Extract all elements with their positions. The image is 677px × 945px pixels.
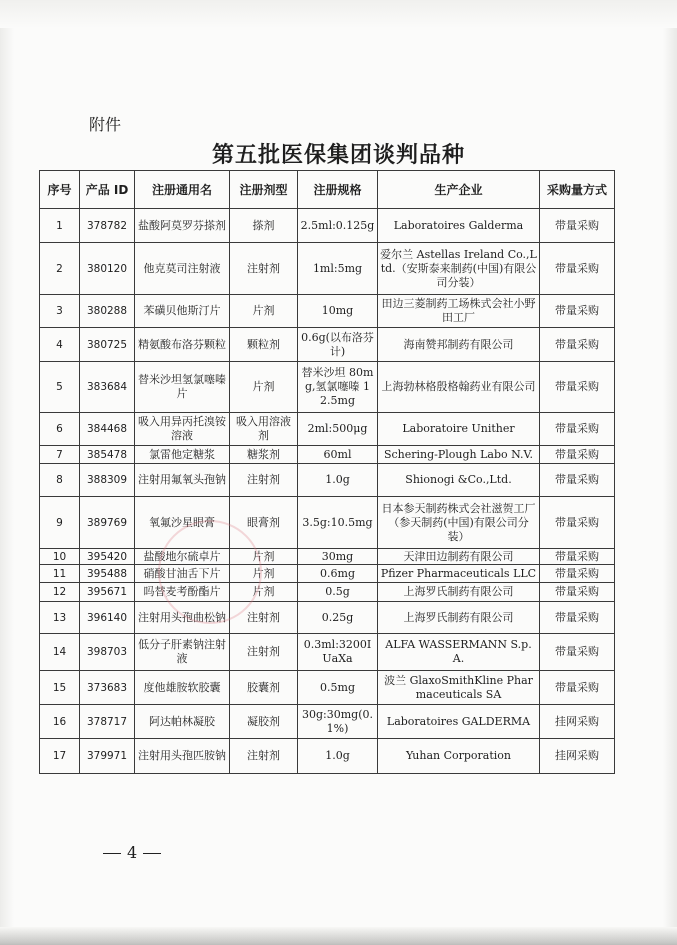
cell-id: 380288 (80, 295, 135, 328)
cell-method: 带量采购 (540, 549, 615, 565)
cell-spec: 替米沙坦 80mg,氢氯噻嗪 12.5mg (298, 362, 378, 413)
cell-form: 注射剂 (230, 634, 298, 671)
cell-spec: 2ml:500μg (298, 413, 378, 446)
cell-name: 盐酸地尔硫卓片 (135, 549, 230, 565)
cell-spec: 0.6mg (298, 565, 378, 583)
cell-method: 挂网采购 (540, 705, 615, 739)
table-row (40, 497, 615, 549)
cell-maker: ALFA WASSERMANN S.p.A. (378, 634, 540, 671)
cell-method: 带量采购 (540, 295, 615, 328)
column-header-seq: 序号 (40, 171, 80, 209)
cell-maker: 日本参天制药株式会社滋贺工厂（参天制药(中国)有限公司分装） (378, 497, 540, 549)
cell-spec: 10mg (298, 295, 378, 328)
cell-spec: 0.6g(以布洛芬计) (298, 328, 378, 362)
footer-dash-right (143, 853, 161, 854)
table-row (40, 413, 615, 446)
cell-method: 带量采购 (540, 602, 615, 634)
cell-spec: 0.5mg (298, 671, 378, 705)
table-row (40, 705, 615, 739)
cell-name: 度他雄胺软胶囊 (135, 671, 230, 705)
cell-method: 带量采购 (540, 209, 615, 243)
cell-form: 搽剂 (230, 209, 298, 243)
column-header-form: 注册剂型 (230, 171, 298, 209)
cell-seq: 2 (40, 243, 80, 295)
cell-id: 378717 (80, 705, 135, 739)
cell-id: 380725 (80, 328, 135, 362)
column-header-maker: 生产企业 (378, 171, 540, 209)
cell-form: 注射剂 (230, 739, 298, 774)
table-row (40, 739, 615, 774)
table-row (40, 328, 615, 362)
cell-maker: 爱尔兰 Astellas Ireland Co.,Ltd.（安斯泰来制药(中国)有限公司分装） (378, 243, 540, 295)
cell-form: 注射剂 (230, 464, 298, 497)
table-row (40, 634, 615, 671)
cell-spec: 1ml:5mg (298, 243, 378, 295)
cell-method: 带量采购 (540, 634, 615, 671)
cell-seq: 1 (40, 209, 80, 243)
cell-form: 颗粒剂 (230, 328, 298, 362)
cell-id: 395488 (80, 565, 135, 583)
cell-spec: 0.25g (298, 602, 378, 634)
table-row (40, 209, 615, 243)
cell-seq: 7 (40, 446, 80, 464)
drug-table (39, 170, 615, 774)
cell-maker: Laboratoires Galderma (378, 209, 540, 243)
cell-maker: Pfizer Pharmaceuticals LLC (378, 565, 540, 583)
cell-spec: 60ml (298, 446, 378, 464)
cell-method: 带量采购 (540, 497, 615, 549)
table-row (40, 583, 615, 602)
column-header-spec: 注册规格 (298, 171, 378, 209)
cell-maker: Laboratoire Unither (378, 413, 540, 446)
table-row (40, 243, 615, 295)
cell-id: 384468 (80, 413, 135, 446)
cell-form: 胶囊剂 (230, 671, 298, 705)
cell-maker: Laboratoires GALDERMA (378, 705, 540, 739)
cell-name: 盐酸阿莫罗芬搽剂 (135, 209, 230, 243)
cell-seq: 15 (40, 671, 80, 705)
drug-table-container (39, 170, 614, 774)
cell-name: 阿达帕林凝胶 (135, 705, 230, 739)
cell-name: 他克莫司注射液 (135, 243, 230, 295)
cell-seq: 13 (40, 602, 80, 634)
cell-seq: 12 (40, 583, 80, 602)
cell-spec: 1.0g (298, 464, 378, 497)
page-number: 4 (127, 843, 138, 862)
cell-seq: 14 (40, 634, 80, 671)
cell-method: 带量采购 (540, 565, 615, 583)
cell-spec: 2.5ml:0.125g (298, 209, 378, 243)
cell-name: 注射用头孢匹胺钠 (135, 739, 230, 774)
cell-name: 精氨酸布洛芬颗粒 (135, 328, 230, 362)
cell-method: 带量采购 (540, 362, 615, 413)
table-row (40, 446, 615, 464)
cell-id: 395420 (80, 549, 135, 565)
cell-method: 带量采购 (540, 328, 615, 362)
table-row (40, 464, 615, 497)
cell-id: 383684 (80, 362, 135, 413)
cell-spec: 1.0g (298, 739, 378, 774)
cell-seq: 17 (40, 739, 80, 774)
cell-name: 替米沙坦氢氯噻嗪片 (135, 362, 230, 413)
cell-seq: 11 (40, 565, 80, 583)
column-header-name: 注册通用名 (135, 171, 230, 209)
cell-method: 挂网采购 (540, 739, 615, 774)
cell-form: 吸入用溶液剂 (230, 413, 298, 446)
cell-id: 379971 (80, 739, 135, 774)
cell-seq: 10 (40, 549, 80, 565)
column-header-method: 采购量方式 (540, 171, 615, 209)
table-row (40, 565, 615, 583)
cell-form: 眼膏剂 (230, 497, 298, 549)
cell-id: 385478 (80, 446, 135, 464)
cell-seq: 9 (40, 497, 80, 549)
cell-form: 片剂 (230, 583, 298, 602)
cell-seq: 4 (40, 328, 80, 362)
cell-id: 396140 (80, 602, 135, 634)
table-row (40, 549, 615, 565)
attachment-label: 附件 (89, 115, 122, 134)
cell-seq: 5 (40, 362, 80, 413)
cell-seq: 6 (40, 413, 80, 446)
cell-id: 395671 (80, 583, 135, 602)
cell-spec: 0.3ml:3200IUaXa (298, 634, 378, 671)
cell-method: 带量采购 (540, 243, 615, 295)
cell-form: 凝胶剂 (230, 705, 298, 739)
cell-id: 373683 (80, 671, 135, 705)
cell-spec: 0.5g (298, 583, 378, 602)
page-title: 第五批医保集团谈判品种 (211, 142, 465, 168)
cell-name: 吗替麦考酚酯片 (135, 583, 230, 602)
cell-method: 带量采购 (540, 413, 615, 446)
cell-method: 带量采购 (540, 671, 615, 705)
cell-name: 氯雷他定糖浆 (135, 446, 230, 464)
cell-maker: 天津田边制药有限公司 (378, 549, 540, 565)
table-row (40, 671, 615, 705)
cell-maker: 波兰 GlaxoSmithKline Pharmaceuticals SA (378, 671, 540, 705)
cell-maker: 上海罗氏制药有限公司 (378, 583, 540, 602)
cell-spec: 30mg (298, 549, 378, 565)
footer-dash-left (103, 853, 121, 854)
cell-maker: 上海勃林格殷格翰药业有限公司 (378, 362, 540, 413)
cell-method: 带量采购 (540, 464, 615, 497)
cell-seq: 3 (40, 295, 80, 328)
cell-maker: Yuhan Corporation (378, 739, 540, 774)
cell-name: 硝酸甘油舌下片 (135, 565, 230, 583)
cell-name: 苯磺贝他斯汀片 (135, 295, 230, 328)
cell-form: 糖浆剂 (230, 446, 298, 464)
cell-id: 398703 (80, 634, 135, 671)
cell-form: 注射剂 (230, 243, 298, 295)
cell-name: 吸入用异丙托溴铵溶液 (135, 413, 230, 446)
table-row (40, 602, 615, 634)
cell-id: 389769 (80, 497, 135, 549)
cell-spec: 30g:30mg(0.1%) (298, 705, 378, 739)
page-footer (97, 843, 167, 862)
cell-maker: 上海罗氏制药有限公司 (378, 602, 540, 634)
cell-spec: 3.5g:10.5mg (298, 497, 378, 549)
cell-seq: 8 (40, 464, 80, 497)
cell-maker: 田边三菱制药工场株式会社小野田工厂 (378, 295, 540, 328)
cell-name: 氧氟沙星眼膏 (135, 497, 230, 549)
cell-id: 378782 (80, 209, 135, 243)
cell-form: 片剂 (230, 362, 298, 413)
column-header-id: 产品 ID (80, 171, 135, 209)
scan-edge (0, 0, 677, 28)
cell-form: 注射剂 (230, 602, 298, 634)
cell-method: 带量采购 (540, 446, 615, 464)
cell-id: 388309 (80, 464, 135, 497)
cell-form: 片剂 (230, 549, 298, 565)
scan-bottom-edge (0, 927, 677, 945)
table-row (40, 295, 615, 328)
cell-method: 带量采购 (540, 583, 615, 602)
cell-seq: 16 (40, 705, 80, 739)
cell-form: 片剂 (230, 565, 298, 583)
cell-maker: Schering-Plough Labo N.V. (378, 446, 540, 464)
cell-id: 380120 (80, 243, 135, 295)
cell-name: 注射用氟氧头孢钠 (135, 464, 230, 497)
cell-maker: Shionogi &Co.,Ltd. (378, 464, 540, 497)
cell-form: 片剂 (230, 295, 298, 328)
cell-name: 注射用头孢曲松钠 (135, 602, 230, 634)
cell-maker: 海南赞邦制药有限公司 (378, 328, 540, 362)
table-row (40, 362, 615, 413)
table-body (40, 209, 615, 774)
cell-name: 低分子肝素钠注射液 (135, 634, 230, 671)
table-header-row (40, 171, 615, 209)
